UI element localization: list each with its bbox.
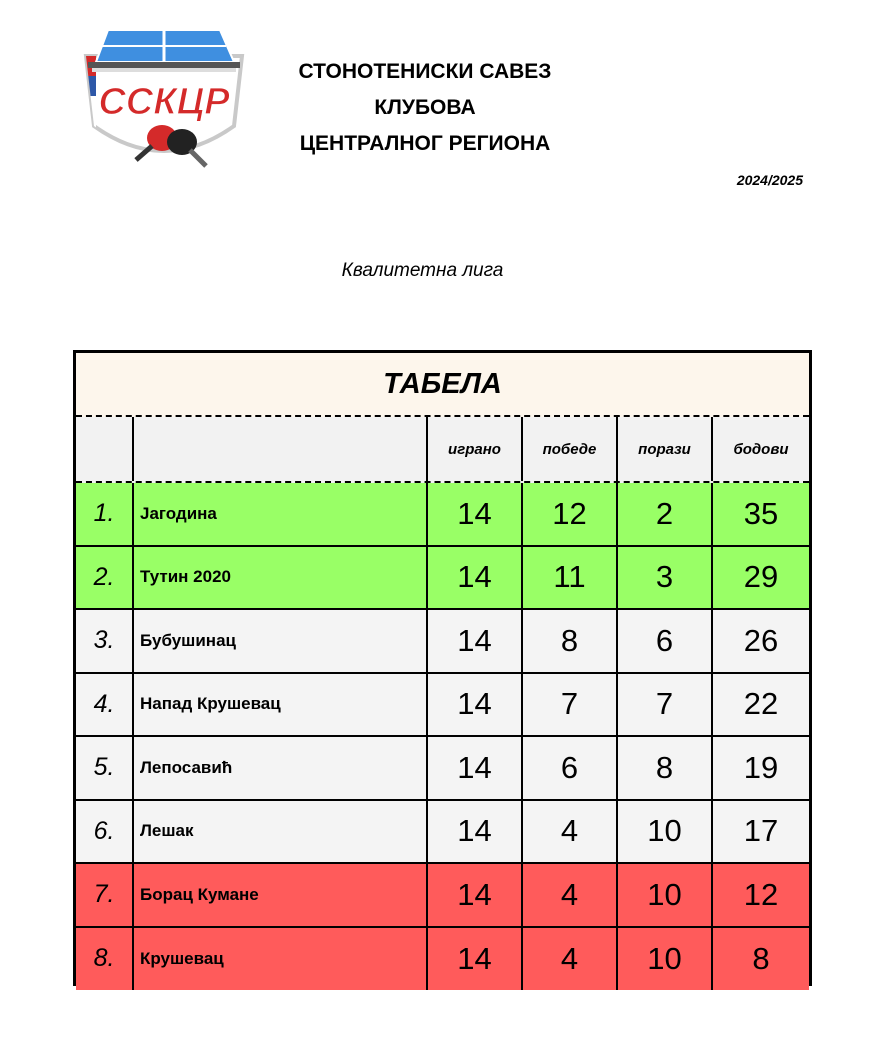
table-row — [76, 801, 809, 865]
org-line-1: СТОНОТЕНИСКИ САВЕЗ — [298, 60, 552, 83]
points-cell: 19 — [743, 749, 779, 785]
table-row — [76, 483, 809, 547]
points-cell: 12 — [743, 876, 779, 912]
wins-cell: 7 — [523, 674, 618, 736]
rank-cell: 7. — [76, 864, 134, 926]
header-rank-cell — [76, 417, 134, 481]
losses-cell: 10 — [618, 928, 713, 990]
table-title: ТАБЕЛА — [76, 353, 809, 417]
table-body — [76, 483, 809, 990]
team-name-cell: Напад Крушевац — [134, 674, 428, 736]
header-wins: победе — [523, 417, 618, 481]
played-cell: 14 — [428, 928, 523, 990]
losses-cell: 8 — [618, 737, 713, 799]
team-name-cell: Тутин 2020 — [134, 547, 428, 609]
played-cell: 14 — [428, 610, 523, 672]
played-cell: 14 — [428, 864, 523, 926]
rank-cell: 1. — [76, 483, 134, 545]
points-cell: 8 — [752, 940, 770, 976]
points-cell: 22 — [743, 686, 779, 722]
losses-cell: 2 — [618, 483, 713, 545]
wins-cell: 8 — [523, 610, 618, 672]
rank-cell: 5. — [76, 737, 134, 799]
table-row — [76, 864, 809, 928]
svg-text:ССКЦР: ССКЦР — [98, 81, 230, 123]
wins-cell: 12 — [523, 483, 618, 545]
points-cell: 29 — [743, 559, 779, 595]
wins-cell: 4 — [523, 928, 618, 990]
header-played: играно — [428, 417, 523, 481]
played-cell: 14 — [428, 547, 523, 609]
table-row — [76, 928, 809, 990]
wins-cell: 4 — [523, 864, 618, 926]
header-points: бодови — [733, 440, 789, 458]
played-cell: 14 — [428, 483, 523, 545]
standings-table — [73, 350, 812, 986]
header-losses: порази — [618, 417, 713, 481]
wins-cell: 11 — [523, 547, 618, 609]
losses-cell: 3 — [618, 547, 713, 609]
losses-cell: 10 — [618, 801, 713, 863]
played-cell: 14 — [428, 674, 523, 736]
team-name-cell: Бубушинац — [134, 610, 428, 672]
sskcr-logo — [78, 26, 250, 172]
losses-cell: 7 — [618, 674, 713, 736]
wins-cell: 6 — [523, 737, 618, 799]
league-name: Квалитетна лига — [341, 260, 504, 281]
rank-cell: 4. — [76, 674, 134, 736]
losses-cell: 6 — [618, 610, 713, 672]
org-line-3: ЦЕНТРАЛНОГ РЕГИОНА — [299, 132, 551, 155]
played-cell: 14 — [428, 801, 523, 863]
played-cell: 14 — [428, 737, 523, 799]
table-header-row — [76, 417, 809, 483]
table-row — [76, 610, 809, 674]
header-team-cell — [134, 417, 428, 481]
wins-cell: 4 — [523, 801, 618, 863]
table-row — [76, 737, 809, 801]
points-cell: 26 — [743, 622, 779, 658]
org-line-2: КЛУБОВА — [374, 96, 476, 119]
rank-cell: 8. — [76, 928, 134, 990]
table-row — [76, 674, 809, 738]
table-row — [76, 547, 809, 611]
team-name-cell: Лепосавић — [134, 737, 428, 799]
team-name-cell: Борац Кумане — [134, 864, 428, 926]
rank-cell: 2. — [76, 547, 134, 609]
rank-cell: 3. — [76, 610, 134, 672]
points-cell: 17 — [743, 813, 779, 849]
season-label: 2024/2025 — [736, 172, 803, 188]
team-name-cell: Крушевац — [134, 928, 428, 990]
losses-cell: 10 — [618, 864, 713, 926]
points-cell: 35 — [743, 495, 779, 531]
rank-cell: 6. — [76, 801, 134, 863]
team-name-cell: Лешак — [134, 801, 428, 863]
organization-name — [255, 54, 595, 162]
team-name-cell: Јагодина — [134, 483, 428, 545]
